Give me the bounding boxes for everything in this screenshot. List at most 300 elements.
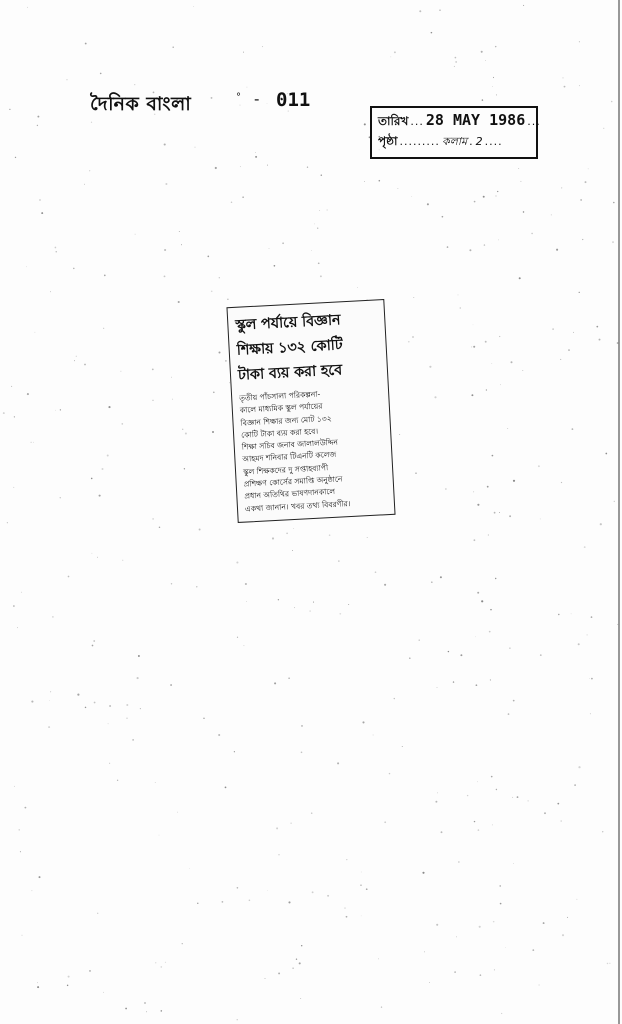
stamp-dots: ... xyxy=(410,115,424,128)
speckle xyxy=(225,787,227,789)
speckle xyxy=(475,636,476,637)
speckle xyxy=(381,1006,382,1007)
speckle xyxy=(538,465,540,467)
stamp-dots: .... xyxy=(484,135,503,148)
speckle xyxy=(429,366,431,368)
speckle xyxy=(600,523,602,525)
speckle xyxy=(92,645,94,647)
speckle xyxy=(473,324,474,325)
speckle xyxy=(412,336,413,337)
speckle xyxy=(327,895,329,897)
speckle xyxy=(486,389,487,390)
speckle xyxy=(267,165,268,166)
speckle xyxy=(424,952,425,953)
speckle xyxy=(436,924,438,926)
speckle xyxy=(585,181,587,183)
speckle xyxy=(290,823,291,824)
speckle xyxy=(299,962,301,964)
speckle xyxy=(617,342,619,344)
body-line: শিক্ষা সচিব জনাব জালালউদ্দিন xyxy=(241,437,339,452)
speckle xyxy=(267,890,268,891)
speckle xyxy=(37,982,38,983)
speckle xyxy=(288,901,290,903)
speckle xyxy=(165,962,166,963)
speckle xyxy=(441,831,443,833)
speckle xyxy=(460,654,462,656)
speckle xyxy=(68,576,70,578)
speckle xyxy=(409,657,411,659)
speckle xyxy=(493,921,495,923)
speckle xyxy=(138,655,140,657)
speckle xyxy=(413,297,414,298)
speckle xyxy=(189,868,190,869)
speckle xyxy=(286,533,288,535)
speckle xyxy=(562,77,563,78)
speckle xyxy=(109,705,111,707)
body-line: কোটি টাকা ব্যয় করা হবে। xyxy=(240,426,319,440)
speckle xyxy=(294,607,295,608)
speckle xyxy=(172,399,173,400)
speckle xyxy=(427,203,429,205)
speckle xyxy=(513,480,515,482)
speckle xyxy=(558,614,559,615)
speckle xyxy=(68,976,70,978)
speckle xyxy=(122,560,123,561)
speckle xyxy=(591,616,593,618)
stamp-date-value: 28 MAY 1986 xyxy=(425,111,526,129)
speckle xyxy=(477,504,479,506)
speckle xyxy=(164,275,166,277)
speckle xyxy=(108,406,110,408)
speckle xyxy=(329,534,331,536)
speckle xyxy=(513,700,515,702)
speckle xyxy=(599,339,601,341)
speckle xyxy=(164,143,166,145)
speckle xyxy=(17,627,18,628)
speckle xyxy=(171,583,172,584)
speckle xyxy=(512,797,513,798)
speckle xyxy=(507,428,508,429)
speckle xyxy=(182,943,183,944)
speckle xyxy=(152,369,154,371)
speckle xyxy=(179,231,180,232)
speckle xyxy=(99,495,101,497)
speckle xyxy=(76,356,77,357)
speckle xyxy=(97,557,98,558)
speckle xyxy=(172,47,173,48)
speckle xyxy=(591,678,593,680)
speckle xyxy=(292,968,293,969)
speckle xyxy=(152,400,153,401)
body-line: তৃতীয় পাঁচসালা পরিকল্পনা- xyxy=(238,389,321,403)
stamp-date-label: তারিখ xyxy=(378,114,409,128)
speckle xyxy=(572,428,574,430)
speckle xyxy=(517,796,519,798)
speckle xyxy=(434,396,436,398)
speckle xyxy=(429,982,430,983)
speckle xyxy=(274,265,276,267)
speckle xyxy=(11,386,12,387)
speckle xyxy=(13,605,15,607)
speckle xyxy=(67,79,68,80)
stamp-dots: ... xyxy=(527,115,541,128)
speckle xyxy=(301,725,303,727)
speckle xyxy=(497,191,498,192)
speckle xyxy=(379,180,381,182)
stamp-date-row xyxy=(378,111,541,133)
speckle xyxy=(227,299,228,300)
speckle xyxy=(520,181,521,182)
body-line: বিজ্ঞান শিক্ষার জন্য মোট ১৩২ xyxy=(240,413,332,428)
speckle xyxy=(21,592,22,593)
speckle xyxy=(35,332,36,333)
speckle xyxy=(246,87,247,88)
speckle xyxy=(471,346,472,347)
speckle xyxy=(584,546,586,548)
speckle xyxy=(477,782,478,783)
speckle xyxy=(49,700,50,701)
speckle xyxy=(13,487,14,488)
speckle xyxy=(560,820,562,822)
speckle xyxy=(612,241,614,243)
speckle xyxy=(481,51,483,53)
speckle xyxy=(360,884,361,885)
speckle xyxy=(27,7,28,8)
speckle xyxy=(245,583,247,585)
speckle xyxy=(579,85,580,86)
speckle xyxy=(490,679,491,680)
speckle xyxy=(311,250,312,251)
speckle xyxy=(14,416,15,417)
speckle xyxy=(442,216,444,218)
speckle xyxy=(19,829,20,830)
date-stamp xyxy=(370,106,541,159)
speckle xyxy=(522,370,523,371)
speckle xyxy=(366,888,368,890)
speckle xyxy=(435,801,437,803)
speckle xyxy=(439,9,441,11)
speckle xyxy=(364,123,366,125)
speckle xyxy=(571,613,572,614)
speckle xyxy=(126,718,127,719)
speckle xyxy=(84,364,86,366)
speckle xyxy=(73,268,75,270)
speckle xyxy=(207,256,209,258)
speckle xyxy=(85,43,87,45)
speckle xyxy=(255,156,257,158)
speckle xyxy=(31,442,32,443)
stamp-column-value: 2 xyxy=(475,135,483,148)
speckle xyxy=(588,168,589,169)
speckle xyxy=(249,899,251,901)
speckle xyxy=(33,442,34,443)
speckle xyxy=(511,361,513,363)
speckle xyxy=(137,677,139,679)
speckle xyxy=(91,478,93,480)
speckle xyxy=(211,97,213,99)
speckle xyxy=(314,224,315,225)
speckle xyxy=(431,581,433,583)
speckle xyxy=(607,963,608,964)
speckle xyxy=(203,718,204,719)
speckle xyxy=(415,472,417,474)
speckle xyxy=(89,170,90,171)
speckle xyxy=(474,821,475,822)
speckle xyxy=(614,501,615,502)
speckle xyxy=(458,294,459,295)
speckle xyxy=(103,992,104,993)
speckle xyxy=(159,835,160,836)
speckle xyxy=(193,6,194,7)
speckle xyxy=(134,84,135,85)
speckle xyxy=(346,859,347,860)
speckle xyxy=(22,935,23,936)
speckle xyxy=(219,352,221,354)
speckle xyxy=(243,52,244,53)
speckle xyxy=(501,1013,502,1014)
speckle xyxy=(394,51,396,53)
speckle xyxy=(236,561,238,563)
speckle xyxy=(31,701,33,703)
speckle xyxy=(603,128,604,129)
speckle xyxy=(311,812,313,814)
speckle xyxy=(348,604,349,605)
headline-line: স্কুল পর্যায়ে বিজ্ঞান xyxy=(235,312,341,334)
speckle xyxy=(262,46,263,47)
speckle xyxy=(613,202,615,204)
speckle xyxy=(362,721,364,723)
speckle xyxy=(161,1010,163,1012)
speckle xyxy=(375,571,377,573)
speckle xyxy=(55,410,56,411)
newspaper-clipping xyxy=(226,299,395,523)
speckle xyxy=(274,682,276,684)
speckle xyxy=(564,86,566,88)
speckle xyxy=(590,713,591,714)
speckle xyxy=(453,681,454,682)
speckle xyxy=(455,57,457,59)
speckle xyxy=(578,643,580,645)
speckle xyxy=(265,978,266,979)
speckle xyxy=(194,147,195,148)
clipping-headline xyxy=(235,306,381,388)
speckle xyxy=(215,167,217,169)
speckle xyxy=(422,872,424,874)
stamp-dots: ......... xyxy=(399,135,440,148)
speckle xyxy=(487,486,489,488)
speckle xyxy=(52,616,54,618)
speckle xyxy=(310,611,311,612)
speckle xyxy=(102,468,104,470)
speckle xyxy=(544,812,546,814)
speckle xyxy=(491,363,492,364)
speckle xyxy=(196,586,197,587)
speckle xyxy=(562,934,564,936)
speckle xyxy=(100,73,102,75)
speckle xyxy=(296,959,297,960)
speckle xyxy=(14,786,15,787)
speckle xyxy=(454,971,456,973)
speckle xyxy=(132,739,134,741)
speckle xyxy=(197,903,198,904)
speckle xyxy=(474,201,476,203)
speckle xyxy=(596,326,598,328)
speckle xyxy=(255,152,256,153)
speckle xyxy=(378,959,379,960)
speckle xyxy=(605,453,607,455)
speckle xyxy=(237,1019,238,1020)
body-line: স্কুল শিক্ষকদের দু সপ্তাহব্যাপী xyxy=(242,462,329,477)
speckle xyxy=(490,609,492,611)
speckle xyxy=(55,247,57,249)
speckle xyxy=(338,561,339,562)
speckle xyxy=(234,751,235,752)
speckle xyxy=(104,275,106,277)
header-dash: - xyxy=(254,90,260,108)
speckle xyxy=(319,210,320,211)
speckle xyxy=(318,262,320,264)
speckle xyxy=(513,863,514,864)
speckle xyxy=(171,377,172,378)
speckle xyxy=(477,592,479,594)
speckle xyxy=(509,647,511,649)
speckle xyxy=(48,726,50,728)
speckle xyxy=(561,187,562,188)
speckle xyxy=(467,795,468,796)
speckle xyxy=(552,328,554,330)
body-line: প্রধান অতিথির ভাষণদানকালে xyxy=(244,487,336,501)
speckle xyxy=(445,488,446,489)
speckle xyxy=(300,998,301,999)
speckle xyxy=(567,917,568,918)
speckle xyxy=(485,341,487,343)
speckle xyxy=(582,239,583,240)
stamp-column-label: কলাম xyxy=(441,135,468,148)
speckle xyxy=(587,634,588,635)
speckle xyxy=(185,432,187,434)
speckle xyxy=(269,248,270,249)
speckle xyxy=(272,537,274,539)
speckle xyxy=(500,384,501,385)
speckle xyxy=(276,827,278,829)
speckle xyxy=(313,602,314,603)
speckle xyxy=(523,5,524,6)
speckle xyxy=(339,613,341,615)
speckle xyxy=(240,105,241,106)
speckle xyxy=(543,922,545,924)
speckle xyxy=(125,1008,127,1010)
speckle xyxy=(93,640,95,642)
speckle xyxy=(364,181,365,182)
speckle xyxy=(473,346,475,348)
speckle xyxy=(505,947,506,948)
speckle xyxy=(121,423,123,425)
speckle xyxy=(557,803,559,805)
speckle xyxy=(155,962,156,963)
speckle xyxy=(551,214,552,215)
speckle xyxy=(144,1002,146,1004)
speckle xyxy=(32,890,33,891)
speckle xyxy=(578,766,580,768)
speckle xyxy=(560,359,561,360)
speckle xyxy=(67,985,68,986)
speckle xyxy=(237,887,239,889)
speckle xyxy=(469,249,471,251)
speckle xyxy=(437,793,438,794)
body-line: আহমদ শনিবার টিএনটি কলেজ xyxy=(242,450,337,465)
speckle xyxy=(489,631,491,633)
speckle xyxy=(20,851,21,852)
speckle xyxy=(408,341,410,343)
speckle xyxy=(321,174,322,175)
speckle xyxy=(454,66,455,67)
speckle xyxy=(399,434,400,435)
speckle xyxy=(499,885,500,886)
speckle xyxy=(37,986,39,988)
speckle xyxy=(471,394,473,396)
speckle xyxy=(50,691,51,692)
speckle xyxy=(337,762,339,764)
speckle xyxy=(389,773,390,774)
speckle xyxy=(50,291,51,292)
speckle xyxy=(402,746,403,747)
speckle xyxy=(97,913,98,914)
speckle xyxy=(240,166,241,167)
headline-line: টাকা ব্যয় করা হবে xyxy=(237,362,343,384)
document-number: 011 xyxy=(276,89,311,111)
speckle xyxy=(496,94,497,95)
speckle xyxy=(152,518,154,520)
speckle xyxy=(492,824,493,825)
speckle xyxy=(357,287,358,288)
speckle xyxy=(85,707,87,709)
speckle xyxy=(77,694,79,696)
speckle xyxy=(568,349,570,351)
speckle xyxy=(411,196,412,197)
speckle xyxy=(26,266,27,267)
speckle xyxy=(523,211,524,212)
speckle xyxy=(518,168,519,169)
speckle xyxy=(483,196,485,198)
speckle xyxy=(146,1011,147,1012)
speckle xyxy=(494,512,496,514)
speckle xyxy=(109,763,110,764)
speckle xyxy=(491,776,493,778)
speckle xyxy=(155,782,156,783)
speckle xyxy=(509,515,511,517)
speckle xyxy=(561,482,562,483)
speckle xyxy=(237,637,238,638)
headline-line: শিক্ষায় ১৩২ কোটি xyxy=(236,337,343,359)
speckle xyxy=(89,970,91,972)
speckle xyxy=(367,537,368,538)
speckle xyxy=(456,937,457,938)
speckle xyxy=(361,916,362,917)
speckle xyxy=(528,800,529,801)
body-line: একথা জানান। খবর তথ্য বিবরণীর। xyxy=(244,498,351,514)
speckle xyxy=(573,332,574,333)
speckle xyxy=(480,974,482,976)
speckle xyxy=(307,167,308,168)
speckle xyxy=(24,807,26,809)
speckle xyxy=(384,584,386,586)
speckle xyxy=(60,497,61,498)
speckle xyxy=(440,576,442,578)
speckle xyxy=(199,529,201,531)
speckle xyxy=(394,698,395,699)
speckle xyxy=(447,246,449,248)
speckle xyxy=(617,624,618,625)
